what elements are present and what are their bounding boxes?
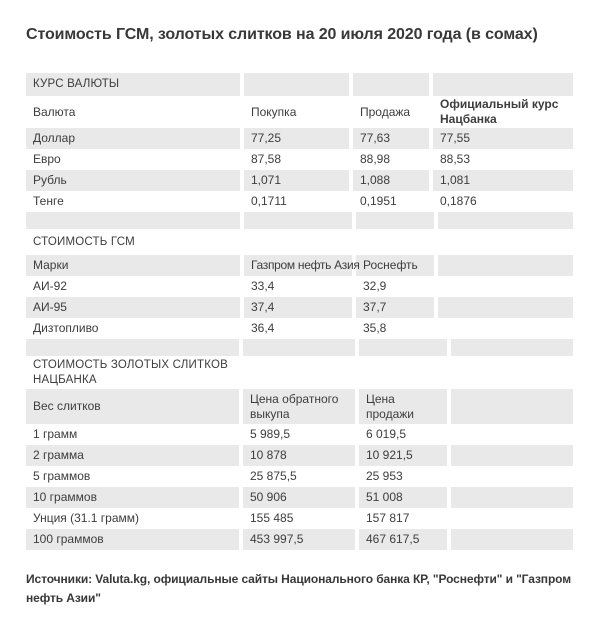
cell-sell: 0,1951 <box>351 191 431 212</box>
spacer-cell <box>26 212 242 229</box>
cell-currency-name: Рубль <box>26 170 242 191</box>
currency-section-label: КУРС ВАЛЮТЫ <box>26 73 242 96</box>
section-band-cell <box>431 73 573 96</box>
cell-empty <box>449 466 573 487</box>
section-band-cell <box>351 73 431 96</box>
table-row <box>26 529 573 550</box>
col-header-sell: Продажа <box>351 96 431 128</box>
table-row <box>26 297 573 318</box>
table-row <box>26 170 573 191</box>
sources-note: Источники: Valuta.kg, официальные сайты Национального банка КР, "Роснефти" и "Газпром нефть Азии" <box>26 572 572 605</box>
cell-sale: 467 617,5 <box>357 529 449 550</box>
cell-sell: 77,63 <box>351 128 431 149</box>
cell-rosneft-price: 35,8 <box>354 318 436 339</box>
col-header-buyback-price: Цена обратного выкупа <box>241 389 357 424</box>
cell-buyback: 453 997,5 <box>241 529 357 550</box>
spacer-row <box>26 212 573 229</box>
col-header-buy: Покупка <box>242 96 351 128</box>
gold-section-label: СТОИМОСТЬ ЗОЛОТЫХ СЛИТКОВ НАЦБАНКА <box>26 356 241 389</box>
cell-weight: Унция (31.1 грамм) <box>26 508 241 529</box>
col-header-currency: Валюта <box>26 96 242 128</box>
fuel-section-label: СТОИМОСТЬ ГСМ <box>26 229 242 255</box>
cell-empty <box>449 445 573 466</box>
cell-gazprom-price: 37,4 <box>242 297 354 318</box>
fuel-header-row <box>26 255 573 276</box>
section-cell <box>242 229 354 255</box>
cell-empty <box>449 529 573 550</box>
cell-empty <box>436 297 573 318</box>
cell-empty <box>436 276 573 297</box>
cell-gazprom-price: 33,4 <box>242 276 354 297</box>
cell-fuel-brand: Дизтопливо <box>26 318 242 339</box>
cell-sale: 51 008 <box>357 487 449 508</box>
cell-official: 1,081 <box>431 170 573 191</box>
spacer-cell <box>241 339 357 356</box>
gold-section-row <box>26 356 573 389</box>
col-header-gazprom: Газпром нефть Азия <box>242 255 354 276</box>
cell-weight: 100 граммов <box>26 529 241 550</box>
cell-sell: 1,088 <box>351 170 431 191</box>
cell-buyback: 5 989,5 <box>241 424 357 445</box>
table-row <box>26 128 573 149</box>
cell-sell: 88,98 <box>351 149 431 170</box>
cell-official: 0,1876 <box>440 194 477 208</box>
cell-buy: 0,1711 <box>242 191 351 212</box>
table-row <box>26 318 573 339</box>
cell-rosneft-price: 37,7 <box>354 297 436 318</box>
section-cell <box>449 356 573 389</box>
cell-official: 77,55 <box>431 128 573 149</box>
gold-header-row <box>26 389 573 424</box>
page-title: Стоимость ГСМ, золотых слитков на 20 июля 2020 года (в сомах) <box>26 26 538 43</box>
currency-section-row <box>26 73 573 96</box>
spacer-cell <box>449 339 573 356</box>
gold-table <box>26 339 573 550</box>
table-row <box>26 508 573 529</box>
cell-fuel-brand: АИ-92 <box>26 276 242 297</box>
col-header-empty <box>449 389 573 424</box>
table-row <box>26 276 573 297</box>
cell-weight: 2 грамма <box>26 445 241 466</box>
cell-fuel-brand: АИ-95 <box>26 297 242 318</box>
col-header-weight: Вес слитков <box>26 389 241 424</box>
cell-currency-name: Доллар <box>26 128 242 149</box>
cell-sale: 25 953 <box>357 466 449 487</box>
col-header-sale-price: Цена продажи <box>357 389 449 424</box>
table-row <box>26 466 573 487</box>
cell-buyback: 50 906 <box>241 487 357 508</box>
spacer-cell <box>354 212 436 229</box>
currency-table <box>26 73 573 212</box>
cell-empty <box>449 424 573 445</box>
spacer-cell <box>357 339 449 356</box>
col-header-official-rate: Официальный курс Нацбанка <box>440 97 559 126</box>
table-row <box>26 191 573 212</box>
spacer-row <box>26 339 573 356</box>
cell-weight: 10 граммов <box>26 487 241 508</box>
cell-sale: 10 921,5 <box>357 445 449 466</box>
cell-empty <box>449 487 573 508</box>
section-band-cell <box>242 73 351 96</box>
cell-currency-name: Тенге <box>26 191 242 212</box>
cell-weight: 1 грамм <box>26 424 241 445</box>
cell-buy: 77,25 <box>242 128 351 149</box>
cell-rosneft-price: 32,9 <box>354 276 436 297</box>
cell-buy: 1,071 <box>242 170 351 191</box>
cell-empty <box>436 318 573 339</box>
cell-sale: 157 817 <box>357 508 449 529</box>
table-row <box>26 149 573 170</box>
section-cell <box>357 356 449 389</box>
cell-weight: 5 граммов <box>26 466 241 487</box>
cell-empty <box>449 508 573 529</box>
cell-buyback: 10 878 <box>241 445 357 466</box>
col-header-rosneft: Роснефть <box>354 255 436 276</box>
table-row <box>26 445 573 466</box>
cell-buyback: 25 875,5 <box>241 466 357 487</box>
col-header-brand: Марки <box>26 255 242 276</box>
cell-official: 88,53 <box>440 152 471 166</box>
section-cell <box>241 356 357 389</box>
cell-buy: 87,58 <box>242 149 351 170</box>
cell-buyback: 155 485 <box>241 508 357 529</box>
currency-header-row <box>26 96 573 128</box>
spacer-cell <box>436 212 573 229</box>
cell-gazprom-price: 36,4 <box>242 318 354 339</box>
table-row <box>26 487 573 508</box>
cell-sale: 6 019,5 <box>357 424 449 445</box>
table-row <box>26 424 573 445</box>
fuel-table <box>26 212 573 339</box>
spacer-cell <box>242 212 354 229</box>
col-header-empty <box>436 255 573 276</box>
section-cell <box>354 229 436 255</box>
cell-currency-name: Евро <box>26 149 242 170</box>
section-cell <box>436 229 573 255</box>
spacer-cell <box>26 339 241 356</box>
fuel-section-row <box>26 229 573 255</box>
